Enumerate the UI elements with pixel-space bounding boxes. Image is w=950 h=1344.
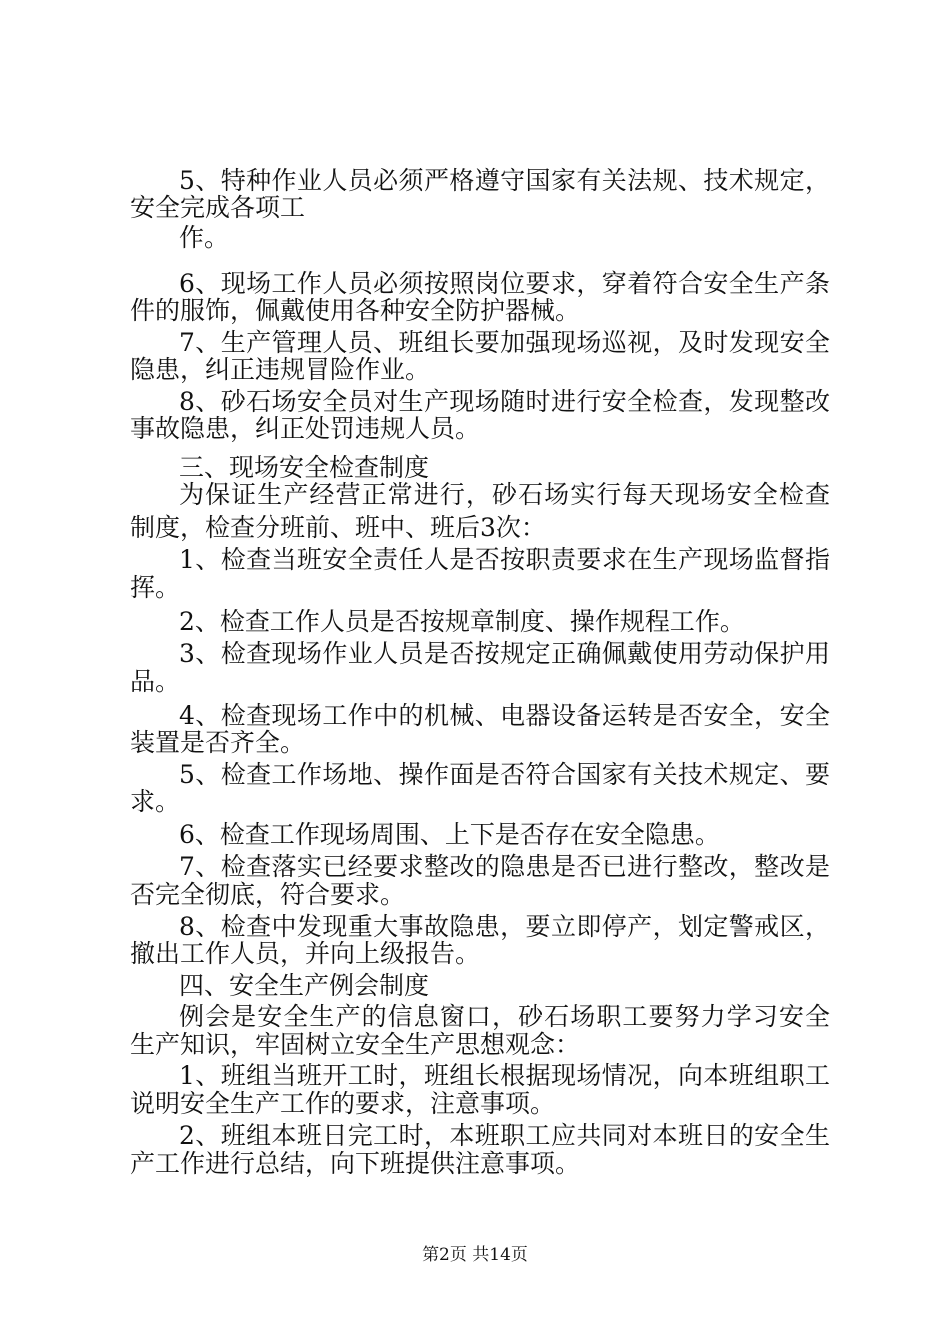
text-line: 求。 [130,787,181,816]
text-line: 6、现场工作人员必须按照岗位要求，穿着符合安全生产条 [179,269,830,298]
text-line: 件的服饰，佩戴使用各种安全防护器械。 [130,296,581,325]
text-line: 1、检查当班安全责任人是否按职责要求在生产现场监督指 [179,545,830,574]
text-line: 7、生产管理人员、班组长要加强现场巡视，及时发现安全 [179,328,830,357]
text-line: 撤出工作人员，并向上级报告。 [130,939,481,968]
text-line: 8、砂石场安全员对生产现场随时进行安全检查，发现整改 [179,387,830,416]
text-line: 5、特种作业人员必须严格遵守国家有关法规、技术规定， [179,166,830,195]
text-line: 5、检查工作场地、操作面是否符合国家有关技术规定、要 [179,760,830,789]
text-line: 制度，检查分班前、班中、班后3次： [130,513,546,542]
text-line: 装置是否齐全。 [130,728,306,757]
text-line: 作。 [179,223,230,252]
text-line: 3、检查现场作业人员是否按规定正确佩戴使用劳动保护用 [179,639,830,668]
text-line: 三、现场安全检查制度 [179,453,430,482]
text-line: 为保证生产经营正常进行，砂石场实行每天现场安全检查 [179,480,830,509]
text-line: 四、安全生产例会制度 [179,971,430,1000]
text-line: 2、检查工作人员是否按规章制度、操作规程工作。 [179,607,745,636]
text-line: 品。 [130,667,181,696]
text-line: 事故隐患，纠正处罚违规人员。 [130,414,481,443]
text-line: 产工作进行总结，向下班提供注意事项。 [130,1149,581,1178]
text-line: 隐患，纠正违规冒险作业。 [130,355,431,384]
text-line: 2、班组本班日完工时，本班职工应共同对本班日的安全生 [179,1121,830,1150]
text-line: 挥。 [130,573,181,602]
text-line: 7、检查落实已经要求整改的隐患是否已进行整改，整改是 [179,852,830,881]
page-footer: 第2页 共14页 [422,1245,528,1265]
text-line: 4、检查现场工作中的机械、电器设备运转是否安全，安全 [179,701,830,730]
text-line: 例会是安全生产的信息窗口，砂石场职工要努力学习安全 [179,1002,830,1031]
text-line: 8、检查中发现重大事故隐患，要立即停产，划定警戒区， [179,912,830,941]
text-line: 安全完成各项工 [130,193,306,222]
text-line: 生产知识，牢固树立安全生产思想观念： [130,1030,581,1059]
text-line: 否完全彻底，符合要求。 [130,880,406,909]
text-line: 1、班组当班开工时，班组长根据现场情况，向本班组职工 [179,1061,830,1090]
text-line: 6、检查工作现场周围、上下是否存在安全隐患。 [179,820,720,849]
text-line: 说明安全生产工作的要求，注意事项。 [130,1089,556,1118]
